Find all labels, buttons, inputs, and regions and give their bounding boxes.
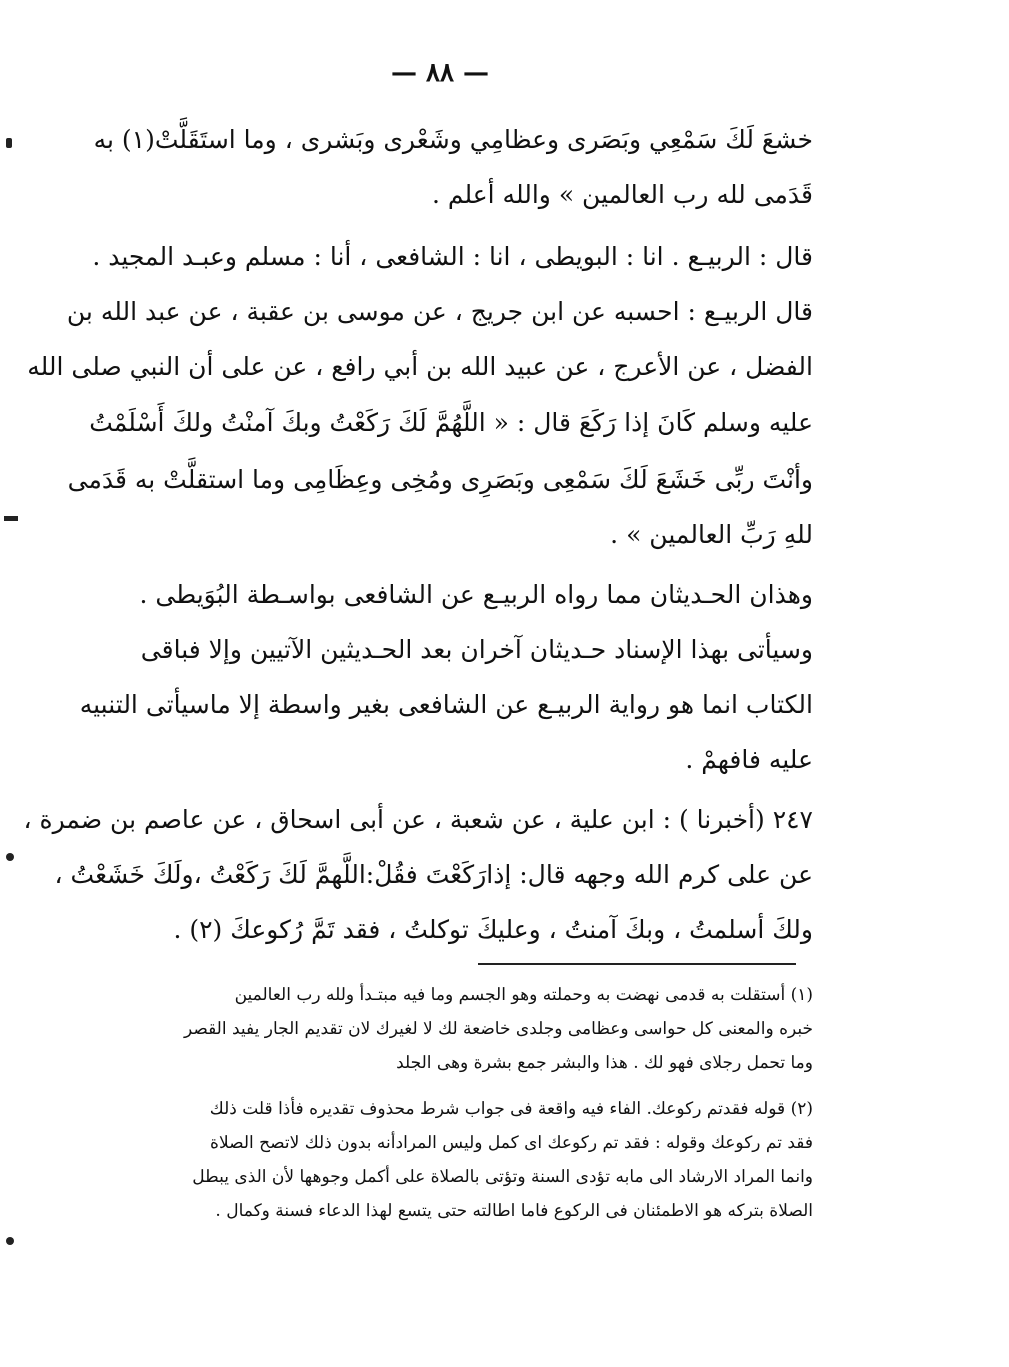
margin-mark xyxy=(6,1237,14,1245)
footnote-divider xyxy=(478,963,796,965)
main-text-line: عليه فافهمْ . xyxy=(685,745,813,774)
main-text-line: عليه وسلم كَانَ إذا رَكَعَ قال : « اللَّهُمَّ لَكَ رَكَعْتُ وبكَ آمنْتُ ولكَ أَسْلَمْتُ xyxy=(89,408,813,437)
main-text-line: وسيأتى بهذا الإسناد حـديثان آخران بعد الحـديثين الآتيين وإلا فباقى xyxy=(140,635,813,664)
footnote-line: فقد تم ركوعك وقوله : فقد تم ركوعك اى كمل وليس المرادأنه بدون ذلك لاتصح الصلاة xyxy=(210,1133,813,1153)
footnote-line: خبره والمعنى كل حواسى وعظامى وجلدى خاضعة لك لا لغيرك لان تقديم الجار يفيد القصر xyxy=(183,1019,813,1039)
main-text-line: قَدَمى لله رب العالمين » والله أعلم . xyxy=(431,180,813,209)
main-text-line: قال : الربيـع . انا : البويطى ، انا : الشافعى ، أنا : مسلم وعبـد المجيد . xyxy=(92,242,813,271)
main-text-line: خشعَ لَكَ سَمْعِي وبَصَرى وعظامِي وشَعْرى وبَشرى ، وما استَقَلَّتْ(١) به xyxy=(93,125,813,154)
main-text-line: ٢٤٧ (أخبرنا ) : ابن علية ، عن شعبة ، عن أبى اسحاق ، عن عاصم بن ضمرة ، xyxy=(23,805,813,834)
main-text-line: قال الربيـع : احسبه عن ابن جريج ، عن موسى بن عقبة ، عن عبد الله بن xyxy=(66,297,813,326)
main-text-line: الكتاب انما هو رواية الربيـع عن الشافعى بغير واسطة إلا ماسيأتى التنبيه xyxy=(79,690,813,719)
page-number: — ٨٨ — xyxy=(390,58,490,88)
main-text-line: ولكَ أسلمتُ ، وبكَ آمنتُ ، وعليكَ توكلتُ ، فقد تَمَّ رُكوعكَ (٢) . xyxy=(173,915,813,944)
main-text-line: عن على كرم الله وجهه قال: إذارَكَعْتَ فقُلْ:اللَّهمَّ لَكَ رَكَعْتُ ،ولَكَ خَشَعْتُ ، xyxy=(54,860,813,889)
footnote-line: (١) أستقلت به قدمى نهضت به وحملته وهو الجسم وما فيه مبتـدأ ولله رب العالمين xyxy=(234,985,813,1005)
footnote-line: (٢) قوله فقدتم ركوعك. الفاء فيه واقعة فى جواب شرط محذوف تقديره فأذا قلت ذلك xyxy=(209,1099,813,1119)
margin-mark xyxy=(6,138,12,148)
main-text-line: وهذان الحـديثان مما رواه الربيـع عن الشافعى بواسـطة البُوَيطى . xyxy=(139,580,813,609)
footnote-line: وانما المراد الارشاد الى مابه تؤدى السنة وتؤتى بالصلاة على أكمل وجوهها لأن الذى يبطل xyxy=(192,1167,813,1187)
footnote-line: الصلاة بتركه هو الاطمئنان فى الركوع فاما اطالته حتى يتسع لهذا الدعاء فسنة وكمال . xyxy=(215,1201,813,1221)
margin-mark xyxy=(6,853,14,861)
main-text-line: الفضل ، عن الأعرج ، عن عبيد الله بن أبي رافع ، عن على أن النبي صلى الله xyxy=(27,352,813,381)
main-text-line: وأنْتَ ربِّى خَشَعَ لَكَ سَمْعِى وبَصَرِى ومُخِى وعِظَامِى وما استقلَّتْ به قَدَمى xyxy=(67,465,813,494)
footnote-line: وما تحمل رجلاى فهو لك . هذا والبشر جمع بشرة وهى الجلد xyxy=(396,1053,813,1073)
main-text-line: للهِ رَبِّ العالمين » . xyxy=(610,520,813,549)
margin-mark xyxy=(4,516,18,521)
